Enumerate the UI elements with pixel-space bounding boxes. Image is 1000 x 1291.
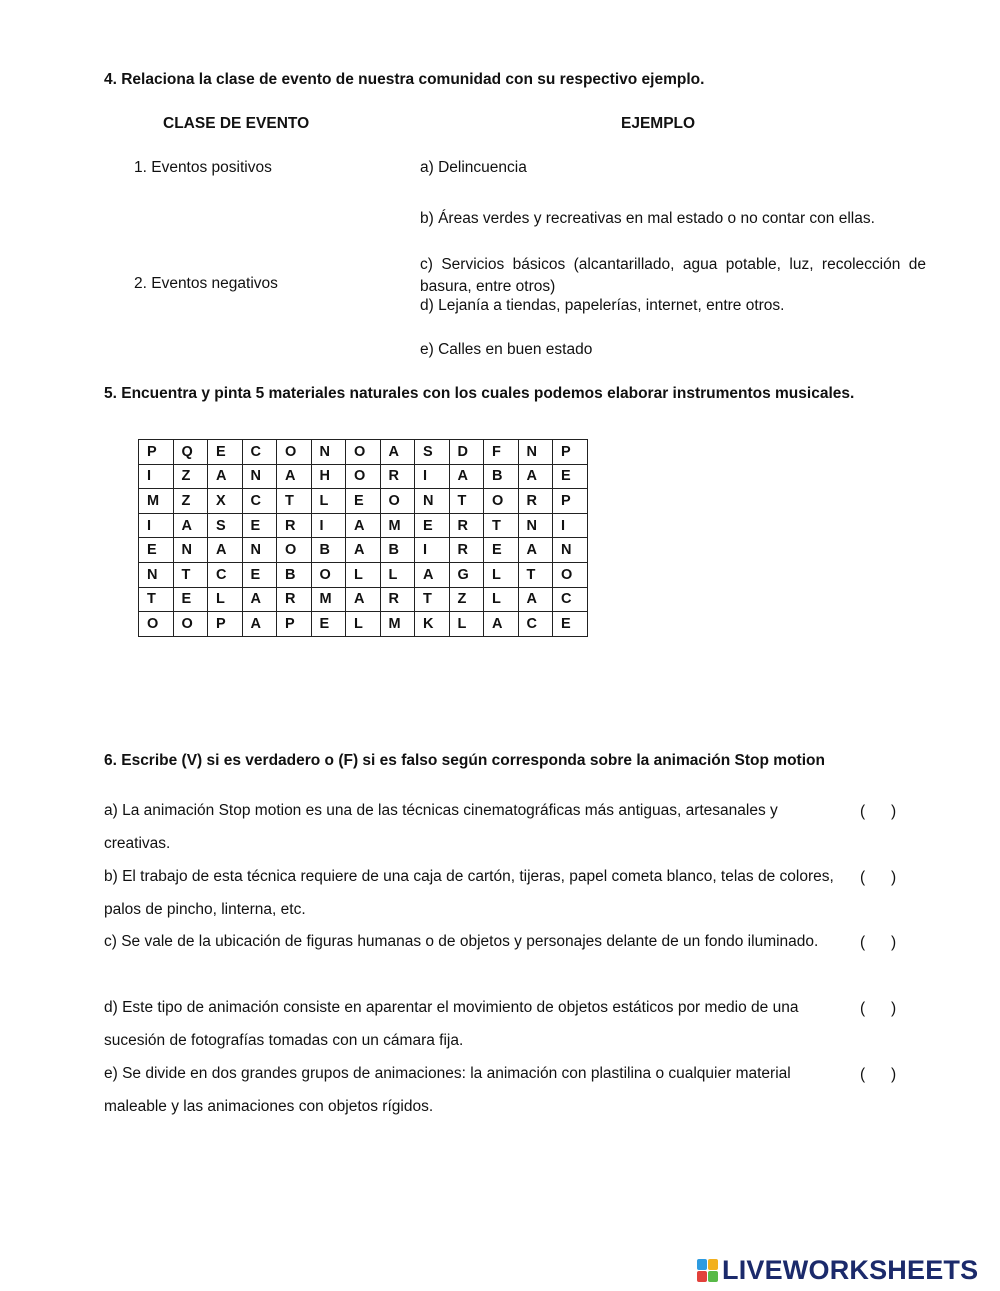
word-search-cell[interactable]: E: [346, 489, 381, 514]
word-search-cell[interactable]: B: [277, 562, 312, 587]
word-search-cell[interactable]: A: [346, 538, 381, 563]
word-search-cell[interactable]: Q: [173, 440, 208, 465]
q4-header-class: CLASE DE EVENTO: [163, 115, 310, 132]
word-search-cell[interactable]: T: [173, 562, 208, 587]
word-search-cell[interactable]: C: [242, 489, 277, 514]
word-search-cell[interactable]: P: [553, 440, 588, 465]
word-search-cell[interactable]: I: [415, 538, 450, 563]
word-search-cell[interactable]: N: [518, 513, 553, 538]
logo-square-icon: [708, 1259, 718, 1270]
word-search-cell[interactable]: A: [380, 440, 415, 465]
tf-statement-d: d) Este tipo de animación consiste en aparentar el movimiento de objetos estáticos por medio de una sucesión de fotografías tomadas con un cámara fija.: [104, 999, 799, 1049]
word-search-cell[interactable]: T: [518, 562, 553, 587]
word-search-row: [139, 489, 588, 514]
word-search-cell[interactable]: C: [242, 440, 277, 465]
tf-statement-c: c) Se vale de la ubicación de figuras humanas o de objetos y personajes delante de un fondo iluminado.: [104, 933, 819, 950]
tf-answer-b[interactable]: ( ): [860, 869, 897, 886]
word-search-cell[interactable]: O: [277, 538, 312, 563]
q4-header-example: EJEMPLO: [621, 115, 696, 132]
word-search-cell[interactable]: C: [553, 587, 588, 612]
q4-example-c: c) Servicios básicos (alcantarillado, agua potable, luz, recolección de basura, entre otros): [420, 256, 926, 295]
word-search-row: [139, 562, 588, 587]
word-search-cell[interactable]: M: [380, 612, 415, 637]
word-search-cell[interactable]: O: [139, 612, 174, 637]
word-search-cell[interactable]: C: [208, 562, 243, 587]
q4-example-a: a) Delincuencia: [420, 159, 527, 176]
word-search-cell[interactable]: N: [415, 489, 450, 514]
word-search-cell[interactable]: L: [484, 587, 519, 612]
word-search-cell[interactable]: Z: [173, 464, 208, 489]
word-search-cell[interactable]: O: [346, 464, 381, 489]
word-search-cell[interactable]: A: [518, 587, 553, 612]
word-search-cell[interactable]: L: [346, 562, 381, 587]
word-search-cell[interactable]: R: [449, 513, 484, 538]
word-search-cell[interactable]: L: [346, 612, 381, 637]
word-search-cell[interactable]: H: [311, 464, 346, 489]
word-search-cell[interactable]: E: [139, 538, 174, 563]
word-search-cell[interactable]: M: [380, 513, 415, 538]
word-search-cell[interactable]: L: [311, 489, 346, 514]
word-search-cell[interactable]: O: [311, 562, 346, 587]
q4-example-d: d) Lejanía a tiendas, papelerías, internet, entre otros.: [420, 297, 785, 314]
word-search-cell[interactable]: R: [277, 513, 312, 538]
word-search-cell[interactable]: I: [139, 464, 174, 489]
word-search-cell[interactable]: B: [311, 538, 346, 563]
word-search-cell[interactable]: E: [553, 612, 588, 637]
word-search-cell[interactable]: O: [380, 489, 415, 514]
word-search-cell[interactable]: E: [484, 538, 519, 563]
word-search-cell[interactable]: I: [553, 513, 588, 538]
word-search-cell[interactable]: N: [518, 440, 553, 465]
logo-square-icon: [697, 1259, 707, 1270]
word-search-cell[interactable]: R: [449, 538, 484, 563]
word-search-grid[interactable]: [138, 439, 588, 637]
word-search-cell[interactable]: L: [484, 562, 519, 587]
word-search-cell[interactable]: A: [208, 538, 243, 563]
tf-answer-c[interactable]: ( ): [860, 934, 897, 951]
word-search-cell[interactable]: O: [553, 562, 588, 587]
liveworksheets-logo-icon: [697, 1259, 718, 1282]
word-search-cell[interactable]: E: [242, 562, 277, 587]
word-search-cell[interactable]: P: [208, 612, 243, 637]
word-search-cell[interactable]: E: [311, 612, 346, 637]
tf-statement-e: e) Se divide en dos grandes grupos de animaciones: la animación con plastilina o cualquier material maleable y las animaciones con objetos rígidos.: [104, 1065, 791, 1115]
word-search-cell[interactable]: P: [553, 489, 588, 514]
word-search-cell[interactable]: R: [380, 587, 415, 612]
q4-class-positive: 1. Eventos positivos: [134, 159, 272, 176]
word-search-cell[interactable]: A: [277, 464, 312, 489]
word-search-cell[interactable]: D: [449, 440, 484, 465]
tf-answer-d[interactable]: ( ): [860, 1000, 897, 1017]
word-search-cell[interactable]: B: [380, 538, 415, 563]
word-search-cell[interactable]: A: [415, 562, 450, 587]
word-search-cell[interactable]: L: [449, 612, 484, 637]
word-search-cell[interactable]: N: [242, 464, 277, 489]
word-search-cell[interactable]: T: [415, 587, 450, 612]
word-search-cell[interactable]: Z: [173, 489, 208, 514]
tf-statement-a: a) La animación Stop motion es una de las técnicas cinematográficas más antiguas, artesanales y creativas.: [104, 802, 778, 852]
word-search-cell[interactable]: A: [173, 513, 208, 538]
word-search-cell[interactable]: M: [139, 489, 174, 514]
word-search-cell[interactable]: E: [208, 440, 243, 465]
word-search-cell[interactable]: C: [518, 612, 553, 637]
word-search-cell[interactable]: E: [415, 513, 450, 538]
q5-title: 5. Encuentra y pinta 5 materiales naturales con los cuales podemos elaborar instrumentos musicales.: [104, 385, 855, 402]
word-search-cell[interactable]: T: [277, 489, 312, 514]
word-search-row: [139, 464, 588, 489]
word-search-cell[interactable]: S: [208, 513, 243, 538]
logo-square-icon: [708, 1271, 718, 1282]
word-search-row: [139, 612, 588, 637]
word-search-cell[interactable]: O: [346, 440, 381, 465]
word-search-cell[interactable]: X: [208, 489, 243, 514]
tf-statement-b: b) El trabajo de esta técnica requiere de una caja de cartón, tijeras, papel cometa blanco, telas de colores, palos de pincho, linterna, etc.: [104, 868, 834, 918]
word-search-cell[interactable]: E: [173, 587, 208, 612]
word-search-cell[interactable]: T: [139, 587, 174, 612]
word-search-cell[interactable]: N: [553, 538, 588, 563]
word-search-cell[interactable]: N: [173, 538, 208, 563]
word-search-cell[interactable]: A: [346, 513, 381, 538]
word-search-cell[interactable]: R: [518, 489, 553, 514]
q6-title: 6. Escribe (V) si es verdadero o (F) si es falso según corresponda sobre la animación Stop motion: [104, 752, 825, 769]
word-search-cell[interactable]: P: [139, 440, 174, 465]
q4-example-b: b) Áreas verdes y recreativas en mal estado o no contar con ellas.: [420, 210, 875, 227]
word-search-cell[interactable]: S: [415, 440, 450, 465]
word-search-cell[interactable]: A: [346, 587, 381, 612]
word-search-cell[interactable]: M: [311, 587, 346, 612]
word-search-cell[interactable]: L: [380, 562, 415, 587]
word-search-cell[interactable]: T: [449, 489, 484, 514]
liveworksheets-logo: [697, 1253, 978, 1287]
q4-example-e: e) Calles en buen estado: [420, 341, 593, 358]
word-search-cell[interactable]: Z: [449, 587, 484, 612]
word-search-cell[interactable]: I: [139, 513, 174, 538]
word-search-cell[interactable]: F: [484, 440, 519, 465]
word-search-cell[interactable]: R: [277, 587, 312, 612]
liveworksheets-logo-text: LIVEWORKSHEETS: [722, 1254, 979, 1285]
q4-title: 4. Relaciona la clase de evento de nuestra comunidad con su respectivo ejemplo.: [104, 71, 705, 88]
word-search-cell[interactable]: A: [242, 587, 277, 612]
word-search-cell[interactable]: A: [484, 612, 519, 637]
word-search-cell[interactable]: E: [553, 464, 588, 489]
word-search-cell[interactable]: A: [242, 612, 277, 637]
word-search-cell[interactable]: G: [449, 562, 484, 587]
word-search-cell[interactable]: K: [415, 612, 450, 637]
word-search-cell[interactable]: L: [208, 587, 243, 612]
tf-answer-e[interactable]: ( ): [860, 1066, 897, 1083]
word-search-cell[interactable]: I: [311, 513, 346, 538]
word-search-row: [139, 440, 588, 465]
word-search-row: [139, 538, 588, 563]
logo-square-icon: [697, 1271, 707, 1282]
word-search-cell[interactable]: A: [449, 464, 484, 489]
word-search-cell[interactable]: E: [242, 513, 277, 538]
word-search-cell[interactable]: O: [484, 489, 519, 514]
tf-answer-a[interactable]: ( ): [860, 803, 897, 820]
word-search-cell[interactable]: A: [518, 538, 553, 563]
word-search-cell[interactable]: T: [484, 513, 519, 538]
word-search-row: [139, 513, 588, 538]
word-search-cell[interactable]: N: [242, 538, 277, 563]
word-search-cell[interactable]: P: [277, 612, 312, 637]
word-search-cell[interactable]: A: [518, 464, 553, 489]
word-search-cell[interactable]: A: [208, 464, 243, 489]
word-search-cell[interactable]: O: [277, 440, 312, 465]
word-search-cell[interactable]: N: [139, 562, 174, 587]
word-search-cell[interactable]: B: [484, 464, 519, 489]
word-search-cell[interactable]: N: [311, 440, 346, 465]
q4-class-negative: 2. Eventos negativos: [134, 275, 278, 292]
word-search-cell[interactable]: O: [173, 612, 208, 637]
word-search-cell[interactable]: R: [380, 464, 415, 489]
word-search-row: [139, 587, 588, 612]
word-search-cell[interactable]: I: [415, 464, 450, 489]
